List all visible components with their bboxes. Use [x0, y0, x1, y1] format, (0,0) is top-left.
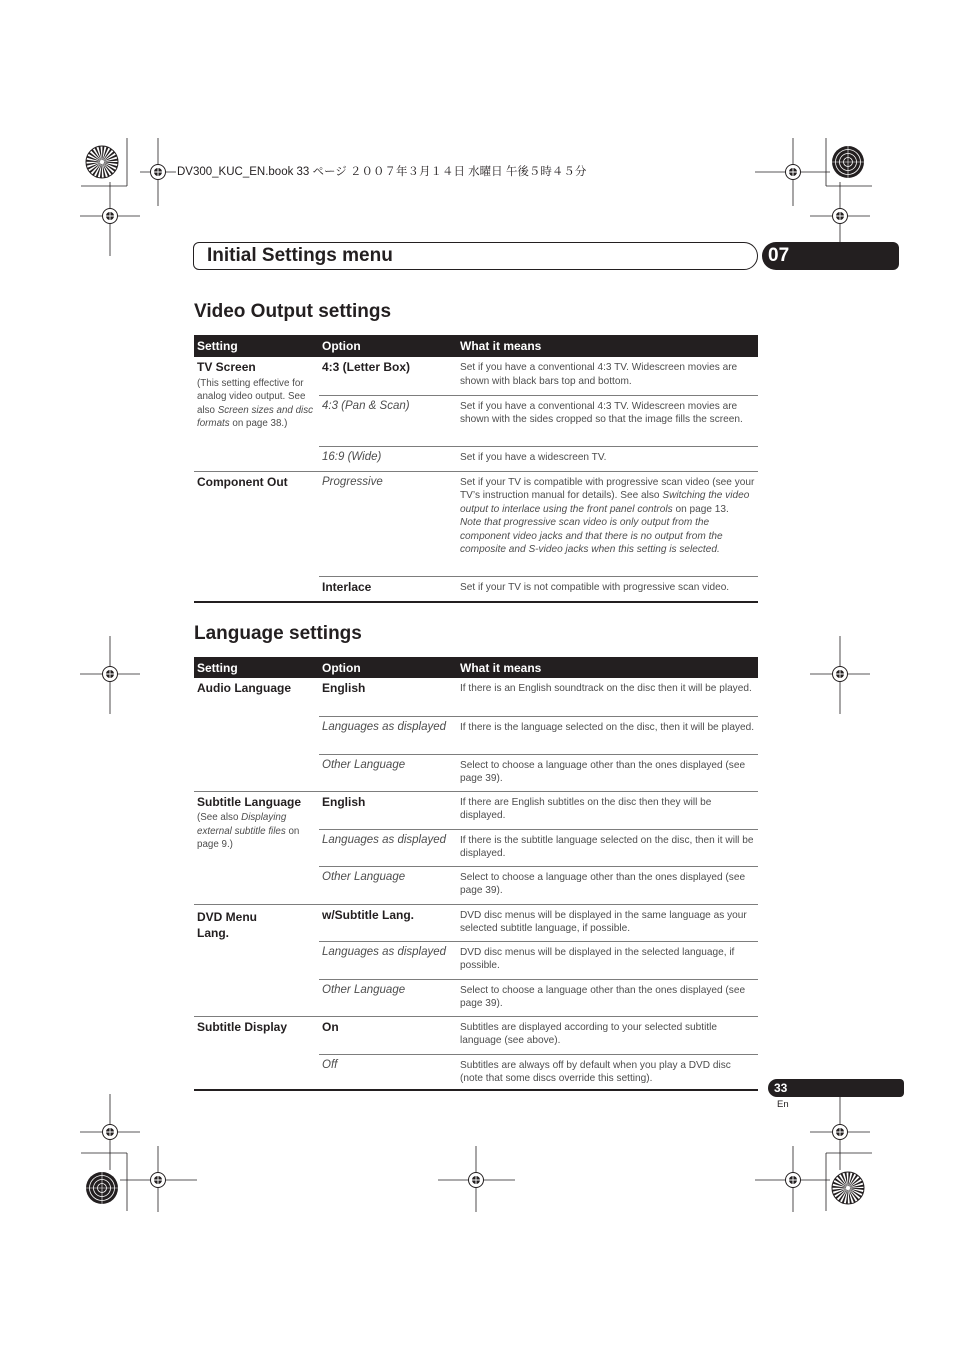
option-cell: Progressive — [319, 471, 457, 576]
meaning-note: Note that progressive scan video is only output from the component video jacks and that there is no output from the composite and S-video jacks when this setting is selected. — [460, 517, 723, 555]
setting-name: Subtitle Display — [197, 1019, 288, 1034]
setting-name: TV Screen — [197, 360, 256, 374]
option-cell: w/Subtitle Lang. — [319, 904, 457, 941]
option-cell: Off — [319, 1054, 457, 1090]
setting-note: (See also Displaying external subtitle files on page 9.) — [197, 812, 300, 850]
meaning-cell: Select to choose a language other than the ones displayed (see page 39). — [457, 866, 758, 904]
column-header-option: Option — [319, 657, 457, 678]
meaning-cell: Set if you have a conventional 4:3 TV. Widescreen movies are shown with black bars top and bottom. — [457, 357, 758, 395]
registration-target-icon — [786, 165, 801, 180]
meaning-cell: Set if you have a widescreen TV. — [457, 446, 758, 471]
option-cell: English — [319, 791, 457, 829]
registration-target-icon — [833, 667, 848, 682]
cross-reference: Displaying external subtitle files — [197, 812, 287, 837]
setting-cell — [194, 471, 319, 602]
setting-name: Subtitle Language — [197, 794, 302, 809]
setting-cell — [194, 1016, 319, 1090]
option-cell: Languages as displayed — [319, 829, 457, 866]
column-header-option: Option — [319, 335, 457, 357]
chapter-header — [193, 242, 758, 270]
option-cell: English — [319, 678, 457, 716]
chapter-number-tab — [762, 242, 899, 270]
option-cell: 4:3 (Letter Box) — [319, 357, 457, 395]
registration-target-icon — [786, 1173, 801, 1188]
setting-cell — [194, 357, 319, 471]
meaning-cell: If there is the subtitle language selected on the disc, then it will be displayed. — [457, 829, 758, 866]
chapter-number: 07 — [768, 245, 790, 266]
page-number: 33 — [774, 1081, 788, 1095]
registration-target-icon — [103, 1125, 118, 1140]
registration-target-icon — [469, 1173, 484, 1188]
registration-target-icon — [103, 667, 118, 682]
option-cell: Other Language — [319, 866, 457, 904]
meaning-cell: Subtitles are displayed according to your selected subtitle language (see above). — [457, 1016, 758, 1054]
registration-target-icon — [151, 1173, 166, 1188]
setting-name: Component Out — [197, 474, 288, 489]
table-header-row — [194, 335, 758, 357]
cross-reference: Screen sizes and disc formats — [197, 404, 313, 429]
registration-rings-icon — [86, 1172, 118, 1204]
meaning-cell: DVD disc menus will be displayed in the same language as your selected subtitle language, if possible. — [457, 904, 758, 941]
video-output-settings-table — [194, 335, 758, 603]
meaning-cell: Select to choose a language other than the ones displayed (see page 39). — [457, 979, 758, 1016]
meaning-cell: Set if your TV is not compatible with progressive scan video. — [457, 576, 758, 602]
language-code: En — [777, 1099, 789, 1110]
option-cell: Other Language — [319, 754, 457, 791]
table-row — [194, 678, 758, 716]
column-header-setting: Setting — [194, 335, 319, 357]
option-cell: On — [319, 1016, 457, 1054]
registration-target-icon — [151, 165, 166, 180]
meaning-cell: If there is the language selected on the disc, then it will be played. — [457, 716, 758, 754]
table-row — [194, 471, 758, 576]
meaning-cell: Set if your TV is compatible with progressive scan video (see your TV’s instruction manual for details). See also Switching the video output to interlace using the front panel controls on page 13. Note that progressive scan video is only output from the component video jacks and that there is no output from the composite and S-video jacks when this setting is selected. — [457, 471, 758, 576]
column-header-meaning: What it means — [457, 335, 758, 357]
meaning-cell: Set if you have a conventional 4:3 TV. Widescreen movies are shown with the sides cropped so that the image fills the screen. — [457, 395, 758, 446]
setting-note: (This setting effective for analog video output. See also Screen sizes and disc formats on page 38.) — [197, 377, 313, 429]
registration-rings-icon — [832, 146, 864, 178]
page-number-tab — [768, 1079, 904, 1097]
meaning-cell: Select to choose a language other than the ones displayed (see page 39). — [457, 754, 758, 791]
column-header-setting: Setting — [194, 657, 319, 678]
option-cell: 16:9 (Wide) — [319, 446, 457, 471]
language-settings-table — [194, 657, 758, 1091]
table-header-row — [194, 657, 758, 678]
registration-target-icon — [103, 209, 118, 224]
setting-name: Audio Language — [197, 681, 291, 695]
registration-target-icon — [833, 209, 848, 224]
registration-starburst-icon — [86, 146, 118, 178]
setting-name: DVD Menu Lang. — [197, 909, 257, 940]
chapter-title: Initial Settings menu — [207, 245, 393, 266]
registration-starburst-icon — [832, 1172, 864, 1204]
print-slug: DV300_KUC_EN.book 33 ページ ２００７年３月１４日 水曜日 午後５時４５分 — [177, 166, 587, 178]
meaning-cell: Subtitles are always off by default when you play a DVD disc (note that some discs override this setting). — [457, 1054, 758, 1090]
setting-cell — [194, 791, 319, 904]
registration-target-icon — [833, 1125, 848, 1140]
option-cell: Languages as displayed — [319, 941, 457, 979]
column-header-meaning: What it means — [457, 657, 758, 678]
section-heading-language: Language settings — [194, 623, 362, 644]
option-cell: 4:3 (Pan & Scan) — [319, 395, 457, 446]
table-row — [194, 1016, 758, 1054]
setting-cell — [194, 678, 319, 791]
table-row — [194, 904, 758, 941]
meaning-cell: If there are English subtitles on the disc then they will be displayed. — [457, 791, 758, 829]
option-cell: Other Language — [319, 979, 457, 1016]
meaning-cell: DVD disc menus will be displayed in the selected language, if possible. — [457, 941, 758, 979]
section-heading-video-output: Video Output settings — [194, 301, 392, 322]
table-row — [194, 357, 758, 395]
meaning-cell: If there is an English soundtrack on the disc then it will be played. — [457, 678, 758, 716]
setting-cell — [194, 904, 319, 1016]
cross-reference: Switching the video output to interlace using the front panel controls — [460, 490, 750, 515]
option-cell: Interlace — [319, 576, 457, 602]
table-row — [194, 791, 758, 829]
option-cell: Languages as displayed — [319, 716, 457, 754]
